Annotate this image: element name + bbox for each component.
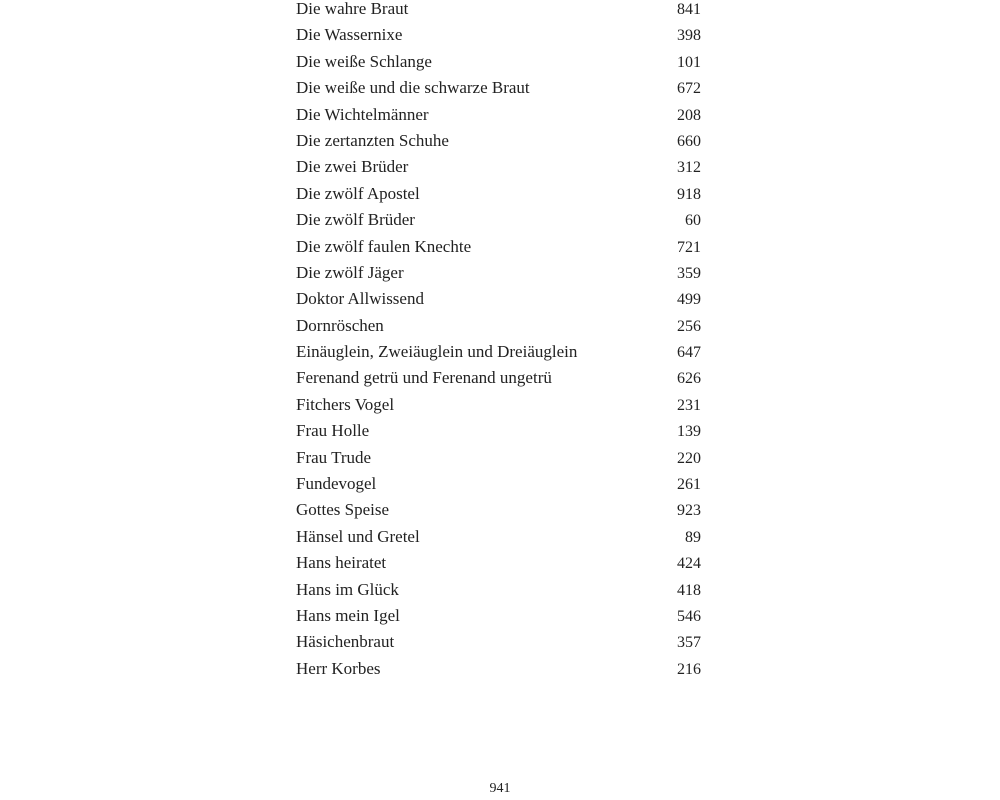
toc-entry-title: Hans mein Igel	[296, 605, 400, 625]
toc-entry	[296, 603, 701, 629]
toc-entry	[296, 286, 701, 312]
toc-entry	[296, 418, 701, 444]
toc-entry-page: 660	[677, 132, 701, 150]
toc-entry-title: Die weiße und die schwarze Braut	[296, 78, 530, 98]
toc-entry	[296, 313, 701, 339]
toc-entry	[296, 445, 701, 471]
toc-entry-title: Die zertanzten Schuhe	[296, 130, 449, 150]
toc-entry-page: 923	[677, 502, 701, 520]
toc-entry	[296, 207, 701, 233]
toc-entry	[296, 102, 701, 128]
toc-entry-page: 231	[677, 396, 701, 414]
toc-entry-title: Häsichenbraut	[296, 632, 395, 652]
toc-entry	[296, 392, 701, 418]
toc-entry-page: 499	[677, 291, 701, 309]
toc-entry-page: 418	[677, 581, 701, 599]
toc-entry-page: 359	[677, 264, 701, 282]
toc-entry-title: Die zwölf faulen Knechte	[296, 236, 472, 256]
toc-entry	[296, 629, 701, 655]
table-of-contents	[296, 0, 701, 682]
toc-entry-title: Frau Holle	[296, 421, 370, 441]
toc-entry-title: Frau Trude	[296, 447, 372, 467]
toc-entry-page: 398	[677, 27, 701, 45]
toc-entry-page: 721	[677, 238, 701, 256]
toc-entry	[296, 154, 701, 180]
toc-entry-page: 424	[677, 555, 701, 573]
toc-entry-title: Herr Korbes	[296, 658, 381, 678]
toc-entry-page: 256	[677, 317, 701, 335]
toc-entry-page: 101	[677, 53, 701, 71]
toc-entry-page: 139	[677, 423, 701, 441]
toc-entry-title: Fitchers Vogel	[296, 394, 395, 414]
toc-entry	[296, 22, 701, 48]
toc-entry	[296, 524, 701, 550]
page-number: 941	[489, 781, 511, 796]
toc-entry	[296, 49, 701, 75]
toc-entry-page: 60	[685, 212, 701, 230]
toc-entry-page: 672	[677, 80, 701, 98]
toc-entry-title: Gottes Speise	[296, 500, 390, 520]
toc-entry-page: 357	[677, 634, 701, 652]
toc-entry-title: Ferenand getrü und Ferenand ungetrü	[296, 368, 552, 388]
toc-entry	[296, 550, 701, 576]
toc-entry-page: 312	[677, 159, 701, 177]
toc-entry-page: 546	[677, 607, 701, 625]
toc-entry-page: 89	[685, 528, 701, 546]
toc-entry-title: Die weiße Schlange	[296, 51, 432, 71]
toc-entry-page: 261	[677, 476, 701, 494]
toc-entry	[296, 128, 701, 154]
toc-entry-title: Die zwölf Apostel	[296, 183, 420, 203]
toc-entry	[296, 260, 701, 286]
toc-entry	[296, 339, 701, 365]
toc-entry-page: 208	[677, 106, 701, 124]
toc-entry-title: Die wahre Braut	[296, 0, 409, 18]
toc-entry-page: 647	[677, 344, 701, 362]
toc-entry	[296, 471, 701, 497]
toc-entry-page: 626	[677, 370, 701, 388]
toc-entry-page: 216	[677, 660, 701, 678]
toc-entry-title: Doktor Allwissend	[296, 289, 424, 309]
toc-entry-title: Hans heiratet	[296, 553, 387, 573]
toc-entry-page: 220	[677, 449, 701, 467]
toc-entry-title: Fundevogel	[296, 474, 377, 494]
toc-entry-title: Die zwölf Jäger	[296, 262, 404, 282]
toc-entry	[296, 234, 701, 260]
toc-entry	[296, 365, 701, 391]
toc-entry	[296, 497, 701, 523]
toc-entry-title: Hans im Glück	[296, 579, 399, 599]
toc-entry-title: Dornröschen	[296, 315, 384, 335]
toc-entry-title: Die Wichtelmänner	[296, 104, 429, 124]
toc-entry-title: Die zwölf Brüder	[296, 210, 415, 230]
toc-entry-title: Die zwei Brüder	[296, 157, 409, 177]
toc-entry-title: Die Wassernixe	[296, 25, 403, 45]
toc-entry	[296, 656, 701, 682]
toc-entry	[296, 0, 701, 22]
toc-entry	[296, 181, 701, 207]
toc-entry-title: Einäuglein, Zweiäuglein und Dreiäuglein	[296, 342, 578, 362]
toc-entry	[296, 75, 701, 101]
toc-entry-title: Hänsel und Gretel	[296, 526, 420, 546]
toc-entry-page: 841	[677, 1, 701, 18]
toc-entry	[296, 577, 701, 603]
toc-entry-page: 918	[677, 185, 701, 203]
